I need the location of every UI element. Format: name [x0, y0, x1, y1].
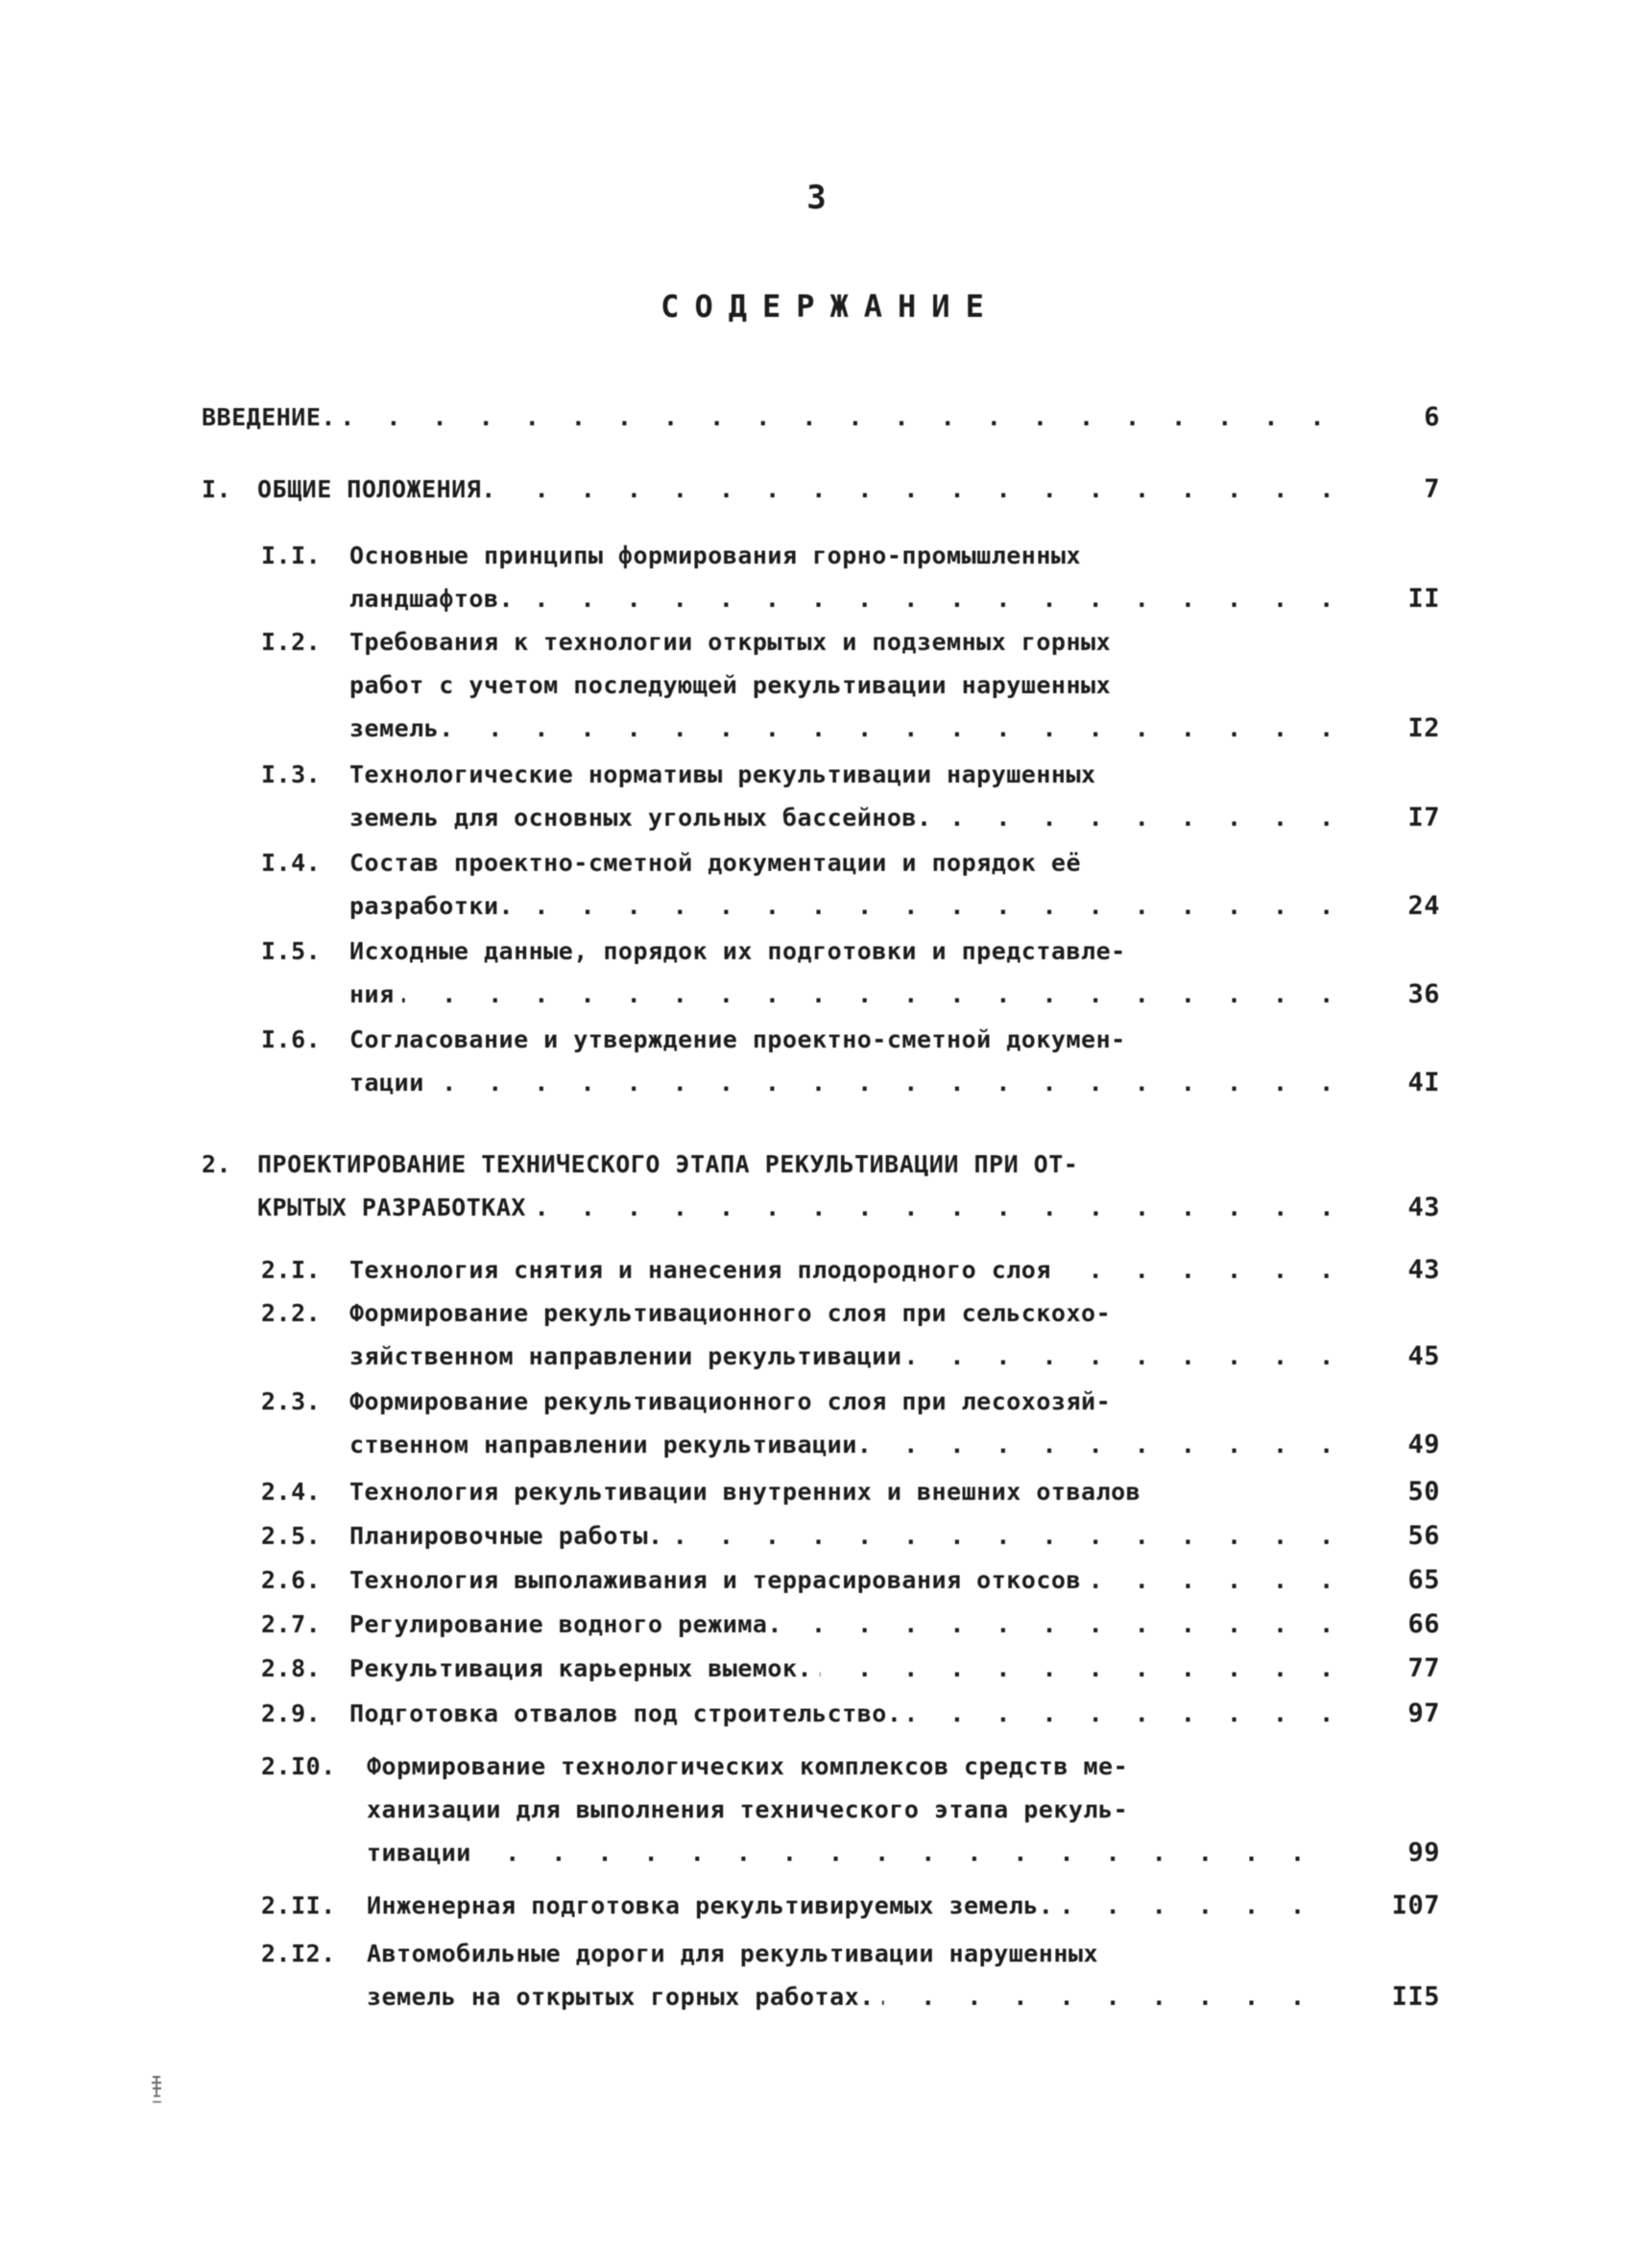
toc-entry-number: I.5. — [261, 937, 322, 965]
toc-entry-number: 2.II. — [261, 1892, 336, 1919]
toc-entry-number: I.6. — [261, 1025, 322, 1053]
toc-entry-page: I2 — [1407, 713, 1440, 743]
toc-entry-number: 2.2. — [261, 1299, 322, 1327]
toc-entry-number: I.I. — [261, 542, 322, 569]
toc-entry-page: 99 — [1407, 1838, 1440, 1868]
toc-entry-number: 2.8. — [261, 1654, 322, 1682]
toc-entry-page: II5 — [1391, 1982, 1440, 2012]
toc-entry-number: I.3. — [261, 760, 322, 788]
toc-entry-title-line: ния — [349, 980, 402, 1008]
toc-entry-title-line: ственном направлении рекультивации. — [349, 1431, 879, 1459]
toc-entry-title-line: ландшафтов. — [349, 585, 521, 613]
toc-entry-page: 65 — [1407, 1565, 1440, 1595]
toc-entry-number: 2.4. — [261, 1478, 322, 1506]
toc-entry-title-line: Технологические нормативы рекультивации нарушенных — [349, 760, 1096, 788]
toc-entry-number: I.4. — [261, 849, 322, 877]
toc-entry-number: 2.6. — [261, 1566, 322, 1594]
toc-entry-page: 43 — [1407, 1193, 1440, 1222]
toc-entry-number: 2.5. — [261, 1522, 322, 1550]
toc-entry-page: 4I — [1407, 1068, 1440, 1098]
toc-entry-title-line: Формирование рекультивационного слоя при лесохозяй- — [349, 1387, 1112, 1415]
toc-entry-page: II — [1407, 584, 1440, 614]
toc-entry-title-line: Технология рекультивации внутренних и внешних отвалов — [349, 1478, 1141, 1506]
toc-entry-title-line: работ с учетом последующей рекультивации нарушенных — [349, 671, 1112, 699]
toc-entry-title-line: Подготовка отвалов под строительство. — [349, 1700, 909, 1727]
toc-entry-title-line: Требования к технологии открытых и подземных горных — [349, 628, 1112, 656]
toc-entry-title: ОБЩИЕ ПОЛОЖЕНИЯ. — [257, 475, 504, 503]
toc-entry-title-line: Планировочные работы. — [349, 1522, 671, 1550]
page-number: 3 — [806, 179, 827, 217]
toc-entry-number: 2.I. — [261, 1256, 322, 1284]
toc-entry-page: 66 — [1407, 1609, 1440, 1639]
toc-entry-page: 45 — [1407, 1341, 1440, 1371]
toc-entry-page: 50 — [1407, 1477, 1440, 1507]
toc-entry-number: 2.I0. — [261, 1752, 336, 1780]
toc-entry-page: 7 — [1424, 474, 1440, 504]
toc-entry-page: 6 — [1424, 402, 1440, 432]
toc-entry-title-line: Технология выполаживания и террасирования откосов — [349, 1566, 1089, 1594]
toc-entry-title-line: КРЫТЫХ РАЗРАБОТКАХ — [257, 1194, 534, 1221]
toc-entry-title-line: Рекультивация карьерных выемок. — [349, 1654, 820, 1682]
toc-entry-page: 56 — [1407, 1521, 1440, 1551]
toc-entry-number: I. — [202, 475, 232, 503]
toc-entry-title-line: ПРОЕКТИРОВАНИЕ ТЕХНИЧЕСКОГО ЭТАПА РЕКУЛЬТИВАЦИИ ПРИ ОТ- — [257, 1150, 1079, 1178]
toc-entry-page: 97 — [1407, 1699, 1440, 1728]
toc-entry-title-line: ханизации для выполнения технического этапа рекуль- — [367, 1796, 1129, 1823]
toc-entry-page: 77 — [1407, 1653, 1440, 1683]
toc-entry-page: 49 — [1407, 1430, 1440, 1460]
toc-entry-page: I07 — [1391, 1891, 1440, 1920]
toc-entry-title-line: Технология снятия и нанесения плодородного слоя — [349, 1256, 1059, 1284]
toc-entry-title-line: Регулирование водного режима. — [349, 1610, 790, 1638]
toc-entry-title-line: Согласование и утверждение проектно-сметной докумен- — [349, 1025, 1126, 1053]
toc-entry-title-line: земель на открытых горных работах. — [367, 1983, 882, 2011]
toc-entry-page: I7 — [1407, 803, 1440, 832]
toc-entry-number: I.2. — [261, 628, 322, 656]
toc-entry-title-line: Формирование рекультивационного слоя при сельскохо- — [349, 1299, 1112, 1327]
toc-entry-title-line: тивации — [367, 1839, 479, 1867]
toc-entry-number: 2.7. — [261, 1610, 322, 1638]
toc-title: СОДЕРЖАНИЕ — [660, 288, 999, 325]
toc-entry-title: ВВЕДЕНИЕ. — [202, 403, 344, 431]
toc-entry-title-line: земель. — [349, 714, 462, 742]
toc-entry-title-line: Состав проектно-сметной документации и порядок её — [349, 849, 1082, 877]
toc-entry-title-line: земель для основных угольных бассейнов. — [349, 804, 940, 832]
toc-entry-title-line: Исходные данные, порядок их подготовки и представле- — [349, 937, 1126, 965]
toc-entry-title-line: Основные принципы формирования горно-промышленных — [349, 542, 1082, 569]
toc-entry-title-line: Формирование технологических комплексов средств ме- — [367, 1752, 1129, 1780]
toc-entry-page: 43 — [1407, 1255, 1440, 1285]
toc-entry-number: 2.9. — [261, 1700, 322, 1727]
toc-entry-number: 2. — [202, 1150, 232, 1178]
toc-entry-title-line: Инженерная подготовка рекультивируемых земель. — [367, 1892, 1061, 1919]
margin-scan-mark — [151, 2074, 164, 2111]
toc-entry-title-line: зяйственном направлении рекультивации — [349, 1342, 909, 1370]
toc-entry-page: 24 — [1407, 891, 1440, 921]
toc-entry-number: 2.I2. — [261, 1940, 336, 1967]
toc-entry-page: 36 — [1407, 979, 1440, 1009]
toc-entry-title-line: Автомобильные дороги для рекультивации нарушенных — [367, 1940, 1099, 1967]
toc-entry-title-line: разработки. — [349, 892, 521, 920]
toc-entry-number: 2.3. — [261, 1387, 322, 1415]
toc-entry-title-line: тации — [349, 1069, 432, 1097]
